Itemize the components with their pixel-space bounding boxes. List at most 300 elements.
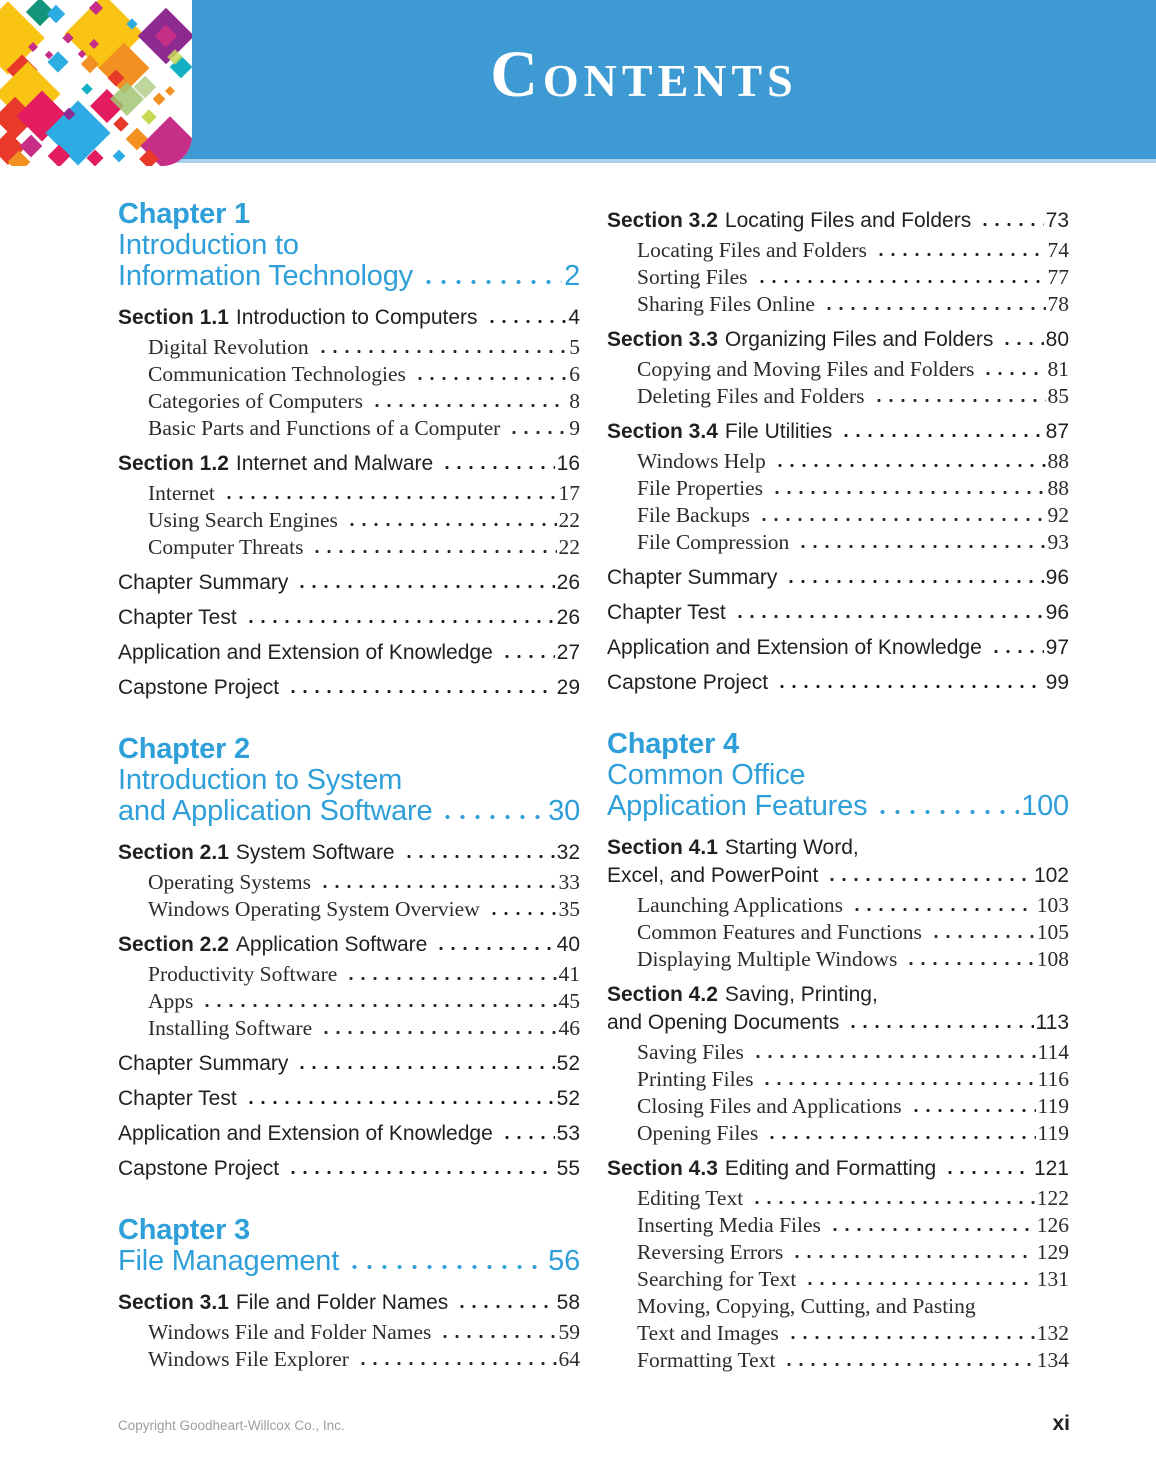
dot-leader: [827, 1227, 1035, 1232]
toc-entry-sub: [118, 896, 580, 923]
toc-entry-sub: [607, 892, 1069, 919]
dot-leader: [285, 1170, 555, 1175]
page-number: 40: [556, 933, 580, 956]
entry-title: Locating Files and Folders: [637, 238, 867, 262]
page-number: 32: [556, 841, 580, 864]
toc-line: [637, 383, 1069, 410]
entry-title: Capstone Project: [607, 671, 769, 694]
toc-line: [148, 988, 580, 1015]
dot-leader: [369, 403, 567, 408]
dot-leader: [774, 684, 1044, 689]
entry-title: System Software: [235, 841, 395, 864]
page-number: 52: [556, 1087, 580, 1110]
section-number: Section 3.2: [607, 209, 718, 232]
entry-title: Chapter Summary: [118, 571, 289, 594]
page-number: 56: [548, 1245, 580, 1277]
mosaic-diamond: [141, 109, 157, 125]
toc-line: [637, 892, 1069, 919]
toc-entry-sub: [118, 388, 580, 415]
entry-title: Launching Applications: [637, 893, 844, 917]
dot-leader: [438, 814, 546, 820]
chapter-heading: [118, 199, 580, 292]
entry-title: Chapter Summary: [607, 566, 778, 589]
toc-entry-meta: [607, 634, 1069, 661]
dot-leader: [317, 884, 556, 889]
toc-line: [637, 475, 1069, 502]
dot-leader: [750, 1054, 1036, 1059]
chapter-title-line: Chapter 3: [118, 1214, 250, 1246]
page-number: 22: [558, 535, 580, 559]
toc-entry-section: [118, 450, 580, 478]
entry-title: Formatting Text: [637, 1348, 776, 1372]
dot-leader: [754, 279, 1046, 284]
page-number: 81: [1047, 357, 1069, 381]
page-number: 93: [1047, 530, 1069, 554]
page-number: 119: [1037, 1094, 1069, 1118]
page-number: 88: [1047, 449, 1069, 473]
entry-title: Organizing Files and Folders: [724, 328, 994, 351]
entry-title: Common Features and Functions: [637, 920, 922, 944]
toc-entry-sub: [118, 480, 580, 507]
entry-title: Chapter Summary: [118, 1052, 289, 1075]
toc-line: [607, 418, 1069, 446]
toc-line: [148, 961, 580, 988]
decorative-mosaic: [0, 0, 192, 166]
dot-leader: [419, 279, 562, 285]
entry-title: Editing and Formatting: [724, 1157, 937, 1180]
entry-title: Excel, and PowerPoint: [607, 864, 819, 887]
dot-leader: [355, 1361, 557, 1366]
dot-leader: [499, 654, 555, 659]
toc-line: [637, 502, 1069, 529]
page-number: 5: [569, 335, 580, 359]
toc-line: [607, 599, 1069, 626]
toc-line: [607, 326, 1069, 354]
chapter-title-line: File Management: [118, 1245, 340, 1277]
entry-title: File Utilities: [724, 420, 833, 443]
dot-leader: [499, 1135, 555, 1140]
section-number: Section 4.2: [607, 983, 718, 1006]
toc-entry-sub: [118, 988, 580, 1015]
page-title: Contents: [490, 37, 798, 111]
dot-leader: [318, 1030, 556, 1035]
toc-line: [607, 981, 1069, 1009]
toc-entry-sub: [607, 264, 1069, 291]
toc-line: [148, 415, 580, 442]
toc-block: [607, 729, 1069, 1374]
toc-block: [118, 199, 580, 701]
toc-entry-meta: [118, 1050, 580, 1077]
entry-title: Chapter Test: [607, 601, 726, 624]
page-number: 100: [1021, 790, 1069, 822]
entry-title: Productivity Software: [148, 962, 338, 986]
toc-line: [118, 1085, 580, 1112]
toc-entry-sub: [118, 961, 580, 988]
entry-title: Capstone Project: [118, 1157, 280, 1180]
page-number-folio: xi: [1052, 1412, 1070, 1435]
page-number: 85: [1047, 384, 1069, 408]
section-number: Section 4.3: [607, 1157, 718, 1180]
page-number: 29: [556, 676, 580, 699]
chapter-title-line: Introduction to System: [118, 764, 403, 796]
entry-title: Sorting Files: [637, 265, 748, 289]
section-number: Section 1.1: [118, 306, 229, 329]
toc-entry-sub: [118, 1319, 580, 1346]
dot-leader: [433, 946, 554, 951]
dot-leader: [988, 649, 1044, 654]
entry-title: Saving Files: [637, 1040, 744, 1064]
dot-leader: [506, 430, 567, 435]
toc-block: [607, 207, 1069, 696]
page-number: 55: [556, 1157, 580, 1180]
page-number: 131: [1036, 1267, 1069, 1291]
toc-entry-section: [118, 1289, 580, 1317]
copyright-text: Copyright Goodheart-Willcox Co., Inc.: [118, 1418, 345, 1433]
dot-leader: [437, 1334, 556, 1339]
toc-line: [118, 796, 580, 827]
dot-leader: [439, 465, 554, 470]
toc-line: [637, 1120, 1069, 1147]
entry-title: Displaying Multiple Windows: [637, 947, 898, 971]
toc-line: [148, 388, 580, 415]
entry-title: Opening Files: [637, 1121, 759, 1145]
page-number: 26: [556, 606, 580, 629]
page-number: 113: [1035, 1011, 1069, 1034]
section-number: Section 2.2: [118, 933, 229, 956]
chapter-title-line: Chapter 4: [607, 728, 739, 760]
entry-title: Digital Revolution: [148, 335, 309, 359]
toc-line: [118, 450, 580, 478]
dot-leader: [821, 306, 1046, 311]
chapter-title-line: [607, 729, 1069, 760]
toc-entry-sub: [607, 448, 1069, 475]
chapter-title-line: Information Technology: [118, 260, 413, 292]
toc-entry-section: [607, 418, 1069, 446]
entry-title: Deleting Files and Folders: [637, 384, 865, 408]
page-number: 33: [558, 870, 580, 894]
page-number: 99: [1045, 671, 1069, 694]
toc-line: [637, 448, 1069, 475]
toc-line: [148, 361, 580, 388]
dot-leader: [344, 522, 557, 527]
toc-line: [118, 639, 580, 666]
entry-title: Reversing Errors: [637, 1240, 784, 1264]
toc-entry-sub: [607, 1347, 1069, 1374]
entry-title: Starting Word,: [724, 836, 859, 859]
page-number: 16: [556, 452, 580, 475]
entry-title: Chapter Test: [118, 1087, 237, 1110]
entry-title: Editing Text: [637, 1186, 744, 1210]
section-number: Section 3.4: [607, 420, 718, 443]
entry-title: File Compression: [637, 530, 790, 554]
page-number: 105: [1036, 920, 1069, 944]
dot-leader: [294, 584, 554, 589]
toc-entry-sub: [607, 1212, 1069, 1239]
dot-leader: [908, 1108, 1036, 1113]
toc-entry-section: [607, 981, 1069, 1037]
toc-line: [607, 791, 1069, 822]
entry-title: Windows File and Folder Names: [148, 1320, 432, 1344]
toc-line: [637, 1239, 1069, 1266]
toc-entry-sub: [607, 356, 1069, 383]
toc-entry-sub: [607, 1185, 1069, 1212]
dot-leader: [759, 1081, 1035, 1086]
page-number: 78: [1047, 292, 1069, 316]
dot-leader: [309, 549, 556, 554]
section-number: Section 1.2: [118, 452, 229, 475]
page-number: 46: [558, 1016, 580, 1040]
entry-title: Printing Files: [637, 1067, 754, 1091]
chapter-title-line: Application Features: [607, 790, 868, 822]
chapter-title-line: Common Office: [607, 759, 806, 791]
toc-entry-meta: [118, 1085, 580, 1112]
toc-entry-sub: [607, 1293, 1069, 1347]
dot-leader: [871, 398, 1046, 403]
dot-leader: [789, 1254, 1034, 1259]
entry-title: Introduction to Computers: [235, 306, 478, 329]
dot-leader: [873, 809, 1019, 815]
dot-leader: [824, 877, 1032, 882]
page-number: 126: [1036, 1213, 1069, 1237]
page-number: 80: [1045, 328, 1069, 351]
dot-leader: [294, 1065, 554, 1070]
toc-entry-sub: [607, 1066, 1069, 1093]
entry-title: Application and Extension of Knowledge: [118, 1122, 493, 1145]
table-of-contents: [0, 163, 1156, 1374]
toc-line: [607, 564, 1069, 591]
dot-leader: [345, 1264, 546, 1270]
dot-leader: [849, 907, 1035, 912]
toc-line: [148, 869, 580, 896]
toc-line: [148, 507, 580, 534]
entry-title: Closing Files and Applications: [637, 1094, 902, 1118]
page-number: 122: [1036, 1186, 1069, 1210]
toc-line: [637, 264, 1069, 291]
dot-leader: [732, 614, 1044, 619]
mosaic-diamond: [113, 150, 126, 163]
toc-line: [607, 862, 1069, 890]
entry-title: Basic Parts and Functions of a Computer: [148, 416, 501, 440]
page-number: 103: [1036, 893, 1069, 917]
mosaic-diamond: [165, 86, 175, 96]
page-number: 97: [1045, 636, 1069, 659]
entry-title: Communication Technologies: [148, 362, 406, 386]
dot-leader: [401, 854, 555, 859]
page-number: 27: [556, 641, 580, 664]
entry-title: Capstone Project: [118, 676, 280, 699]
toc-line: [148, 1015, 580, 1042]
toc-line: [607, 669, 1069, 696]
section-number: Section 3.1: [118, 1291, 229, 1314]
toc-line: [637, 1185, 1069, 1212]
toc-line: [637, 1347, 1069, 1374]
toc-entry-section: [118, 304, 580, 332]
entry-title: Application and Extension of Knowledge: [118, 641, 493, 664]
entry-title: Apps: [148, 989, 194, 1013]
toc-entry-section: [607, 207, 1069, 235]
toc-entry-section: [607, 834, 1069, 890]
page-number: 96: [1045, 601, 1069, 624]
dot-leader: [243, 1100, 555, 1105]
toc-line: [607, 207, 1069, 235]
dot-leader: [343, 976, 556, 981]
page-number: 74: [1047, 238, 1069, 262]
entry-title: Searching for Text: [637, 1267, 797, 1291]
chapter-title-line: [607, 760, 1069, 791]
toc-entry-meta: [118, 569, 580, 596]
toc-entry-meta: [118, 1120, 580, 1147]
toc-line: [118, 304, 580, 332]
toc-entry-sub: [118, 334, 580, 361]
toc-entry-meta: [118, 674, 580, 701]
toc-entry-sub: [607, 1120, 1069, 1147]
chapter-title-line: [118, 230, 580, 261]
toc-entry-meta: [118, 604, 580, 631]
toc-entry-section: [607, 326, 1069, 354]
chapter-heading: [118, 734, 580, 827]
toc-entry-sub: [607, 237, 1069, 264]
toc-entry-sub: [118, 1015, 580, 1042]
page-number: 114: [1037, 1040, 1069, 1064]
entry-title: Moving, Copying, Cutting, and Pasting: [637, 1294, 976, 1318]
entry-title: Windows File Explorer: [148, 1347, 349, 1371]
toc-line: [118, 604, 580, 631]
chapter-title-line: Chapter 1: [118, 198, 250, 230]
chapter-title-line: [118, 1215, 580, 1246]
entry-title: Application and Extension of Knowledge: [607, 636, 982, 659]
toc-line: [148, 334, 580, 361]
chapter-title-line: Introduction to: [118, 229, 299, 261]
dot-leader: [783, 579, 1043, 584]
page-number: 134: [1036, 1348, 1069, 1372]
page-number: 88: [1047, 476, 1069, 500]
dot-leader: [942, 1170, 1032, 1175]
toc-line: [118, 1050, 580, 1077]
toc-entry-meta: [118, 1155, 580, 1182]
page-number: 26: [556, 571, 580, 594]
toc-entry-meta: [607, 599, 1069, 626]
toc-line: [118, 931, 580, 959]
page-number: 41: [558, 962, 580, 986]
toc-line: [607, 834, 1069, 862]
toc-line: [637, 1266, 1069, 1293]
dot-leader: [315, 349, 568, 354]
dot-leader: [873, 252, 1046, 257]
entry-title: Inserting Media Files: [637, 1213, 821, 1237]
chapter-title-line: [118, 734, 580, 765]
toc-column-left: [118, 199, 580, 1374]
section-number: Section 4.1: [607, 836, 718, 859]
dot-leader: [781, 1362, 1034, 1367]
dot-leader: [980, 371, 1045, 376]
toc-line: [118, 674, 580, 701]
dot-leader: [785, 1335, 1035, 1340]
chapter-title-line: and Application Software: [118, 795, 433, 827]
entry-title: Copying and Moving Files and Folders: [637, 357, 975, 381]
toc-line: [148, 1346, 580, 1373]
toc-line: [118, 1246, 580, 1277]
page-number: 132: [1036, 1321, 1069, 1345]
dot-leader: [221, 495, 557, 500]
toc-line: [118, 261, 580, 292]
dot-leader: [764, 1135, 1035, 1140]
entry-title: Sharing Files Online: [637, 292, 815, 316]
toc-line: [118, 569, 580, 596]
page-number: 4: [568, 306, 580, 329]
dot-leader: [412, 376, 567, 381]
page-number: 53: [556, 1122, 580, 1145]
toc-entry-section: [118, 931, 580, 959]
dot-leader: [199, 1003, 556, 1008]
page-number: 96: [1045, 566, 1069, 589]
entry-title: and Opening Documents: [607, 1011, 840, 1034]
toc-entry-section: [118, 839, 580, 867]
section-number: Section 3.3: [607, 328, 718, 351]
page-number: 30: [548, 795, 580, 827]
dot-leader: [486, 911, 557, 916]
entry-title: File and Folder Names: [235, 1291, 449, 1314]
page-number: 73: [1045, 209, 1069, 232]
toc-line: [148, 534, 580, 561]
entry-title: Chapter Test: [118, 606, 237, 629]
page-number: 59: [558, 1320, 580, 1344]
mosaic-diamond: [113, 116, 129, 132]
entry-title: File Properties: [637, 476, 763, 500]
chapter-heading: [607, 729, 1069, 822]
dot-leader: [838, 433, 1043, 438]
toc-line: [607, 1009, 1069, 1037]
entry-title: Windows Help: [637, 449, 766, 473]
page-footer: [118, 1412, 1070, 1436]
toc-entry-meta: [607, 669, 1069, 696]
toc-line: [637, 1212, 1069, 1239]
toc-entry-sub: [607, 475, 1069, 502]
entry-title: Internet: [148, 481, 215, 505]
toc-line: [637, 1039, 1069, 1066]
dot-leader: [454, 1304, 554, 1309]
dot-leader: [769, 490, 1046, 495]
chapter-title-line: [118, 199, 580, 230]
toc-entry-sub: [118, 415, 580, 442]
toc-entry-meta: [118, 639, 580, 666]
entry-title: Windows Operating System Overview: [148, 897, 480, 921]
entry-title: Using Search Engines: [148, 508, 338, 532]
dot-leader: [845, 1024, 1033, 1029]
toc-line: [637, 291, 1069, 318]
page-number: 108: [1036, 947, 1069, 971]
entry-title: Application Software: [235, 933, 428, 956]
page-number: 17: [558, 481, 580, 505]
entry-title: Internet and Malware: [235, 452, 434, 475]
page-number: 64: [558, 1347, 580, 1371]
dot-leader: [977, 222, 1043, 227]
entry-title: Saving, Printing,: [724, 983, 878, 1006]
toc-entry-sub: [118, 361, 580, 388]
dot-leader: [749, 1200, 1035, 1205]
entry-title: Categories of Computers: [148, 389, 363, 413]
dot-leader: [928, 934, 1035, 939]
page-number: 92: [1047, 503, 1069, 527]
dot-leader: [795, 544, 1045, 549]
toc-entry-sub: [118, 869, 580, 896]
dot-leader: [772, 463, 1046, 468]
page-number: 9: [569, 416, 580, 440]
toc-entry-sub: [607, 1093, 1069, 1120]
mosaic-diamond: [81, 83, 92, 94]
toc-line: [637, 1320, 1069, 1347]
entry-title: Installing Software: [148, 1016, 313, 1040]
toc-column-right: [607, 199, 1069, 1374]
